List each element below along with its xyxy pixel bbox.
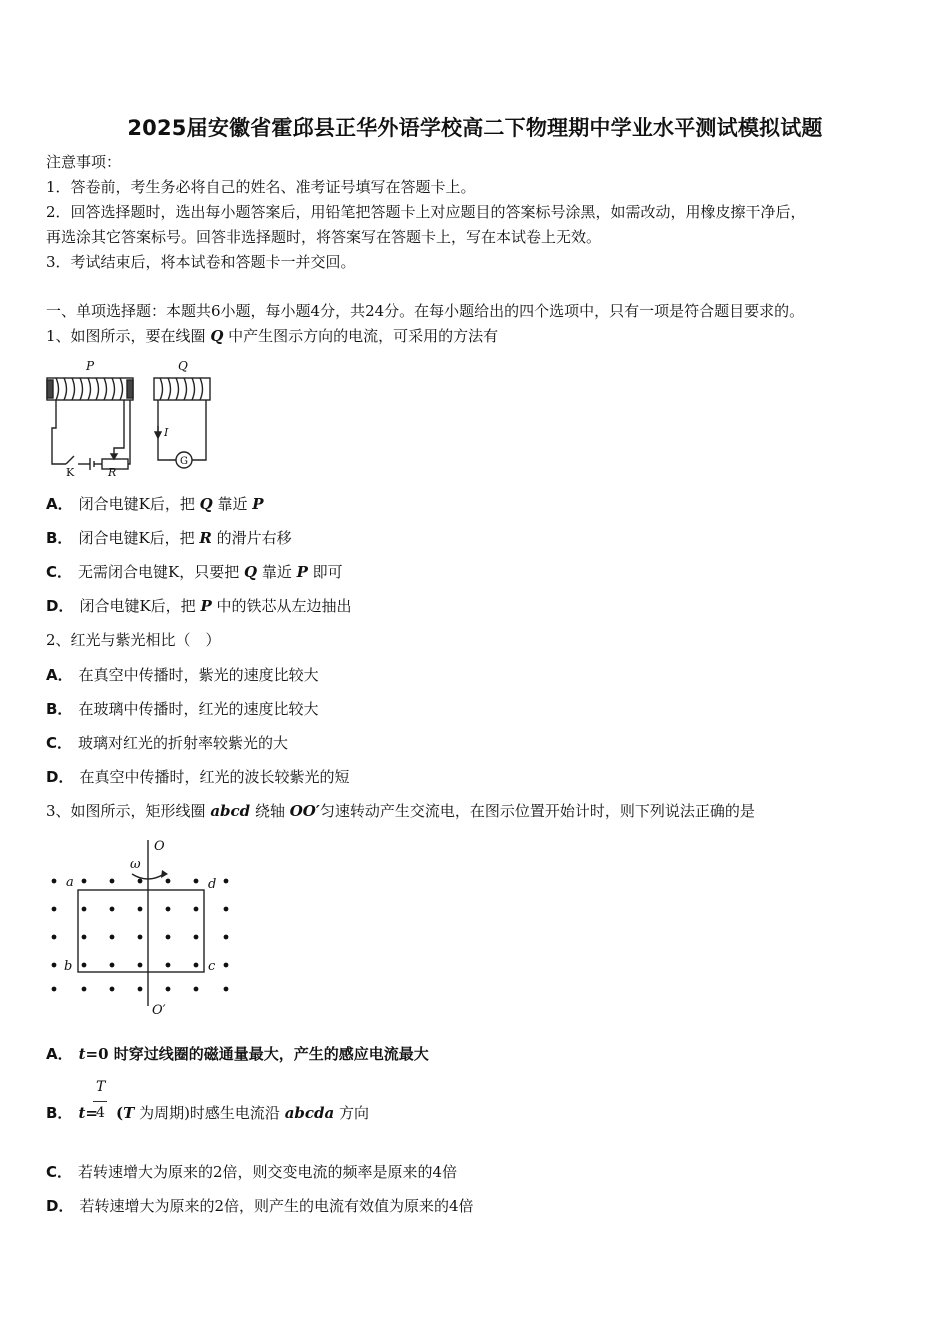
label-b: b (64, 959, 73, 974)
q3-option-a: A． t=0 时穿过线圈的磁通量最大，产生的感应电流最大 (46, 1045, 429, 1063)
q1-option-a: A． 闭合电键K后，把 Q 靠近 P (46, 495, 264, 513)
q3-option-c: C． 若转速增大为原来的2倍，则交变电流的频率是原来的4倍 (46, 1163, 458, 1181)
label-I: I (164, 426, 169, 439)
q3-option-b-rest: (T 为周期)时感生电流沿 abcda 方向 (116, 1104, 370, 1122)
q3-option-d: D． 若转速增大为原来的2倍，则产生的电流有效值为原来的4倍 (46, 1197, 474, 1215)
label-d: d (208, 877, 217, 892)
label-O: O (154, 839, 165, 854)
label-P: P (86, 359, 95, 373)
question-3-stem: 3、如图所示，矩形线圈 abcd 绕轴 OO′匀速转动产生交流电，在图示位置开始计时，则下列说法正确的是 (46, 802, 755, 820)
label-K: K (66, 466, 75, 478)
label-omega: ω (130, 857, 141, 872)
fraction-denominator: 4 (96, 1105, 105, 1121)
q3-option-b: B． t= (46, 1104, 98, 1122)
q2-option-d: D． 在真空中传播时，红光的波长较紫光的短 (46, 768, 350, 786)
notice-item: 2．回答选择题时，选出每小题答案后，用铅笔把答题卡上对应题目的答案标号涂黑，如需改动，用橡皮擦干净后， (46, 203, 806, 221)
label-G: G (180, 456, 188, 467)
q3-rotating-coil-figure (44, 834, 240, 1018)
fraction-bar (93, 1101, 107, 1102)
notice-item: 再选涂其它答案标号。回答非选择题时，将答案写在答题卡上，写在本试卷上无效。 (46, 228, 602, 246)
label-a: a (66, 875, 74, 890)
question-2-stem: 2、红光与紫光相比（ ） (46, 631, 221, 649)
label-Q: Q (178, 359, 188, 373)
label-c: c (208, 959, 216, 974)
q1-option-b: B． 闭合电键K后，把 R 的滑片右移 (46, 529, 292, 547)
page-title: 2025届安徽省霍邱县正华外语学校高二下物理期中学业水平测试模拟试题 (127, 116, 823, 140)
notice-item: 1．答卷前，考生务必将自己的姓名、准考证号填写在答题卡上。 (46, 178, 476, 196)
notice-heading: 注意事项： (46, 153, 122, 171)
q1-option-d: D． 闭合电键K后，把 P 中的铁芯从左边抽出 (46, 597, 352, 615)
question-1-stem: 1、如图所示，要在线圈 Q 中产生图示方向的电流，可采用的方法有 (46, 327, 499, 345)
q2-option-a: A． 在真空中传播时，紫光的速度比较大 (46, 666, 319, 684)
q2-option-c: C． 玻璃对红光的折射率较紫光的大 (46, 734, 289, 752)
section-heading: 一、单项选择题：本题共6小题，每小题4分，共24分。在每小题给出的四个选项中，只有一项是符合题目要求的。 (46, 302, 805, 320)
q2-option-b: B． 在玻璃中传播时，红光的速度比较大 (46, 700, 319, 718)
q1-coil-figure (44, 356, 224, 478)
label-O-prime: O′ (152, 1003, 166, 1018)
fraction-numerator: T (96, 1079, 106, 1095)
label-R: R (108, 466, 117, 478)
q1-option-c: C． 无需闭合电键K，只要把 Q 靠近 P 即可 (46, 563, 343, 581)
notice-item: 3．考试结束后，将本试卷和答题卡一并交回。 (46, 253, 356, 271)
